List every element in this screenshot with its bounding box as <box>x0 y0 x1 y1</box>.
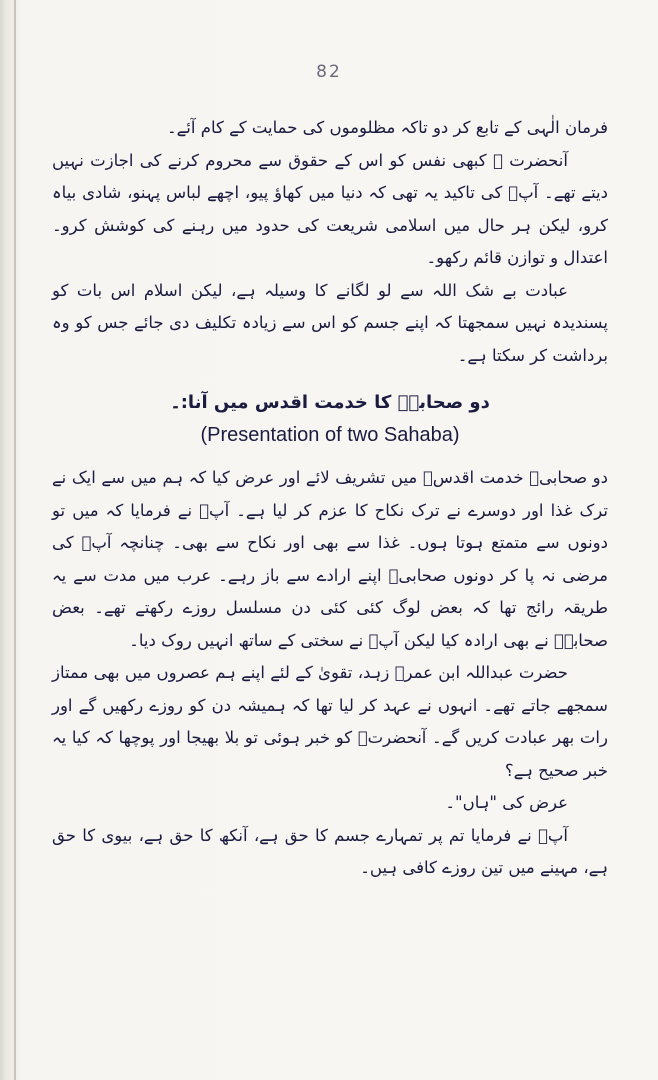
paragraph-prophet-reply: آپؐ نے فرمایا تم پر تمہارے جسم کا حق ہے، آنکھ کا حق ہے، بیوی کا حق ہے، مہینے میں تین روزے کافی ہیں۔ <box>52 825 608 877</box>
paragraph-reply: عرض کی "ہاں"۔ <box>445 793 568 812</box>
page-text-body <box>52 112 608 885</box>
paragraph-prophet-teaching: آنحضرت ﷺ کبھی نفس کو اس کے حقوق سے محروم کرنے کی اجازت نہیں دیتے تھے۔ آپؐ کی تاکید یہ تھی کہ دنیا میں کھاؤ پیو، اچھے لباس پہنو، شادی بیاہ کرو، لیکن ہر حال میں اسلامی شریعت کی حدود میں رہنے کی کوشش کرو۔ اعتدال و توازن قائم رکھو۔ <box>52 150 608 267</box>
paragraph-two-sahaba: دو صحابیؓ خدمت اقدسؐ میں تشریف لائے اور عرض کیا کہ ہم میں سے ایک نے ترک غذا اور دوسرے نے ترک نکاح کا عزم کر لیا ہے۔ آپؐ نے فرمایا کہ میں تو دونوں سے متمتع ہوتا ہوں۔ غذا سے بھی اور نکاح سے بھی۔ چنانچہ آپؐ کی مرضی نہ پا کر دونوں صحابیؓ اپنے ارادے سے باز رہے۔ عرب میں مدت سے یہ طریقہ رائج تھا کہ بعض لوگ کئی کئی دن مسلسل روزے رکھتے تھے۔ بعض صحابہؓ نے بھی ارادہ کیا لیکن آپؐ نے سختی کے ساتھ انہیں روک دیا۔ <box>52 468 608 650</box>
paragraph-abdullah-ibn-umar: حضرت عبداللہ ابن عمرؓ زہد، تقویٰ کے لئے اپنے ہم عصروں میں بھی ممتاز سمجھے جاتے تھے۔ انہوں نے عہد کر لیا تھا کہ ہمیشہ دن کو روزے رکھیں گے اور رات بھر عبادت کریں گے۔ آنحضرتؐ کو خبر ہوئی تو بلا بھیجا اور پوچھا کہ کیا یہ خبر صحیح ہے؟ <box>52 663 608 780</box>
section-heading-urdu: دو صحابہؓ کا خدمت اقدس میں آنا:۔ <box>170 392 490 413</box>
paragraph-worship: عبادت بے شک اللہ سے لو لگانے کا وسیلہ ہے، لیکن اسلام اس بات کو پسندیدہ نہیں سمجھتا کہ اپنے جسم کو اس سے زیادہ تکلیف دی جائے جس کو وہ برداشت کر سکتا ہے۔ <box>52 280 608 365</box>
section-heading-english: (Presentation of two Sahaba) <box>200 424 460 446</box>
page-number: 82 <box>316 62 342 82</box>
paragraph-intro: فرمان الٰہی کے تابع کر دو تاکہ مظلوموں کی حمایت کے کام آئے۔ <box>166 118 608 137</box>
page-spine-shadow <box>14 0 16 1080</box>
